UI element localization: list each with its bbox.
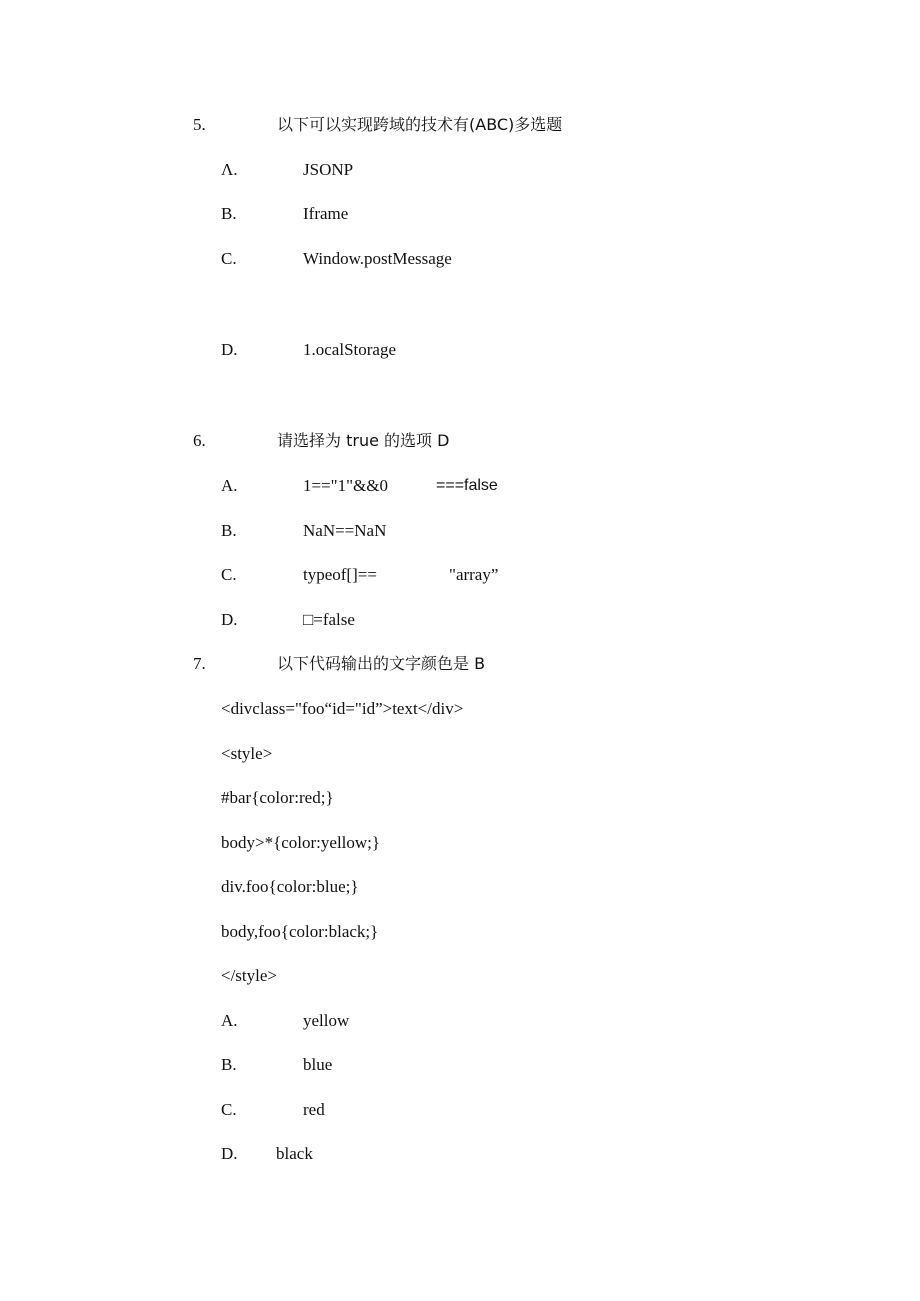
q5-option-b-text: Iframe [303, 204, 349, 223]
q7-option-a-text: yellow [303, 1011, 350, 1030]
q7-option-a-letter: A. [221, 1011, 238, 1030]
q7-number: 7. [193, 654, 206, 673]
q6-option-b-letter: B. [221, 521, 237, 540]
q5-option-c-text: Window.postMessage [303, 249, 452, 268]
q5-text: 以下可以实现跨域的技术有(ABC)多选题 [277, 115, 563, 134]
q5-option-d-text: 1.ocalStorage [303, 340, 396, 359]
q7-code-line: body,foo{color:black;} [221, 922, 379, 941]
q6-option-b-text: NaN==NaN [303, 521, 387, 540]
q6-option-a-text: 1=="1"&&0 [303, 476, 388, 495]
q7-option-b-text: blue [303, 1055, 333, 1074]
q7-code-line: </style> [221, 966, 278, 985]
q7-option-d-letter: D. [221, 1144, 238, 1163]
q6-number: 6. [193, 431, 206, 450]
q5-option-a-text: JSONP [303, 160, 354, 179]
q7-code-line: body>*{color:yellow;} [221, 833, 381, 852]
q7-option-b-letter: B. [221, 1055, 237, 1074]
q7-code-line: <divclass="foo“id="id”>text</div> [221, 699, 464, 718]
q6-option-d-letter: D. [221, 610, 238, 629]
q7-option-d-text: black [276, 1144, 313, 1163]
q6-option-c-letter: C. [221, 565, 237, 584]
q6-option-a-letter: A. [221, 476, 238, 495]
q6-text: 请选择为 true 的选项 D [277, 431, 450, 450]
q7-option-c-letter: C. [221, 1100, 237, 1119]
q5-option-d-letter: D. [221, 340, 238, 359]
q7-code-line: <style> [221, 744, 273, 763]
q6-option-c-text2: "array” [449, 565, 499, 584]
q5-option-c-letter: C. [221, 249, 237, 268]
q6-option-a-text2: ===false [436, 477, 498, 494]
q7-text: 以下代码输出的文字颜色是 B [277, 654, 486, 673]
q5-number: 5. [193, 115, 206, 134]
q5-option-b-letter: B. [221, 204, 237, 223]
q7-option-c-text: red [303, 1100, 325, 1119]
q5-option-a-letter: Λ. [221, 160, 238, 179]
q6-option-d-text: □=false [303, 610, 355, 629]
q7-code-line: #bar{color:red;} [221, 788, 334, 807]
q7-code-line: div.foo{color:blue;} [221, 877, 359, 896]
q6-option-c-text: typeof[]== [303, 565, 377, 584]
